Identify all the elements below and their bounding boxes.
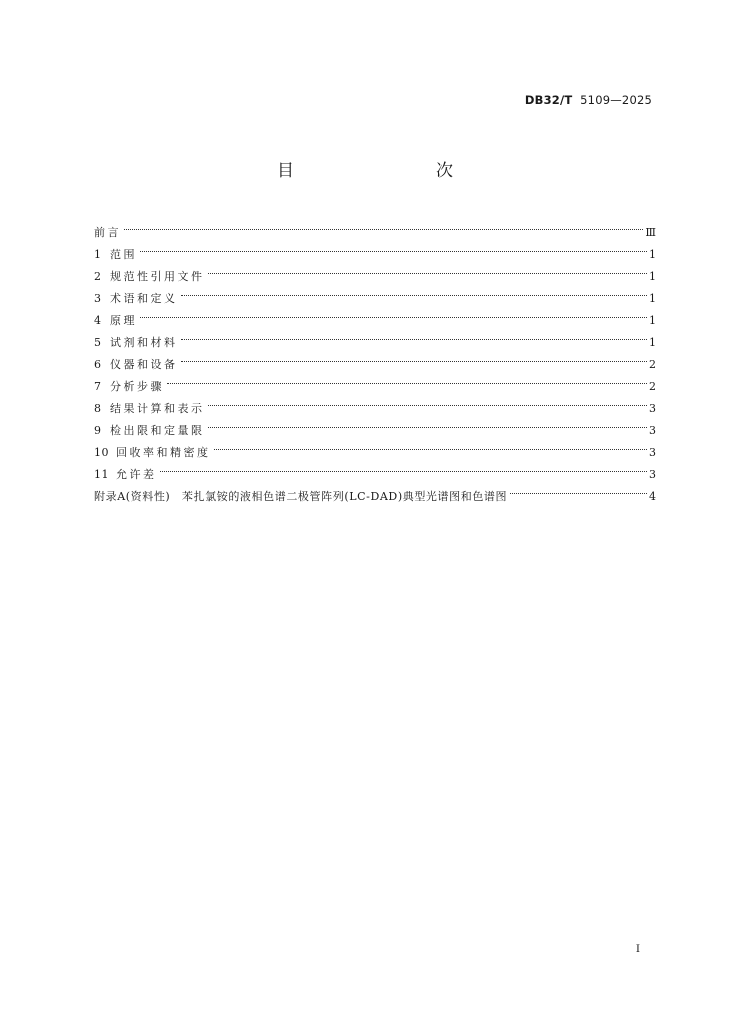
toc-entry-page: Ⅲ (645, 226, 656, 239)
toc-entry-number: 8 (94, 402, 102, 415)
toc-leader-dots (181, 324, 648, 346)
toc-entry-number: 5 (94, 336, 102, 349)
toc-entry-instruments[interactable] (94, 346, 656, 371)
toc-entry-principle[interactable] (94, 302, 656, 327)
document-code (525, 93, 652, 107)
toc-entry-number: 11 (94, 468, 109, 481)
toc-entry-label: 范围 (110, 248, 137, 261)
toc-entry-page: 1 (649, 314, 656, 327)
toc-entry-page: 3 (649, 424, 656, 437)
document-code-number: 5109—2025 (580, 93, 652, 107)
toc-leader-dots (140, 236, 647, 258)
toc-entry-page: 2 (649, 358, 656, 371)
toc-entry-label: 分析步骤 (110, 380, 164, 393)
toc-entry-label: 允许差 (116, 468, 157, 481)
toc-entry-page: 3 (649, 468, 656, 481)
toc-leader-dots (208, 258, 648, 280)
toc-entry-analysis-steps[interactable] (94, 368, 656, 393)
toc-entry-label: 术语和定义 (110, 292, 178, 305)
toc-entry-label: 原理 (110, 314, 137, 327)
toc-entry-calculation[interactable] (94, 390, 656, 415)
toc-entry-appendix-a[interactable] (94, 478, 656, 503)
toc-entry-number: 4 (94, 314, 102, 327)
toc-entry-label: 检出限和定量限 (110, 424, 205, 437)
toc-title: 目 次 (277, 161, 489, 181)
toc-leader-dots (181, 280, 648, 302)
toc-leader-dots (181, 346, 648, 368)
toc-entry-number: 3 (94, 292, 102, 305)
toc-entry-page: 3 (649, 402, 656, 415)
toc-leader-dots (160, 456, 648, 478)
document-code-prefix: DB32/T (524, 93, 573, 107)
toc-entry-page: 1 (649, 248, 656, 261)
toc-leader-dots (510, 478, 647, 500)
toc-leader-dots (208, 390, 648, 412)
toc-entry-number: 2 (94, 270, 102, 283)
toc-entry-foreword[interactable] (94, 214, 656, 239)
toc-entry-label: 前言 (94, 226, 121, 239)
toc-entry-page: 1 (649, 292, 656, 305)
page-number: I (635, 943, 640, 955)
toc-entry-reagents[interactable] (94, 324, 656, 349)
toc-entry-number: 1 (94, 248, 102, 261)
toc-leader-dots (208, 412, 648, 434)
toc-entry-label: 仪器和设备 (110, 358, 178, 371)
toc-entry-normative-references[interactable] (94, 258, 656, 283)
toc-leader-dots (214, 434, 648, 456)
toc-leader-dots (124, 214, 643, 236)
toc-entry-page: 4 (649, 490, 656, 503)
toc-entry-label: 附录A(资料性) 苯扎氯铵的液相色谱二极管阵列(LC-DAD)典型光谱图和色谱图 (94, 490, 508, 503)
toc-entry-page: 2 (649, 380, 656, 393)
toc-entry-label: 规范性引用文件 (110, 270, 205, 283)
toc-leader-dots (140, 302, 647, 324)
toc-entry-number: 7 (94, 380, 102, 393)
toc-entry-label: 回收率和精密度 (116, 446, 211, 459)
toc-entry-page: 3 (649, 446, 656, 459)
toc-entry-number: 10 (94, 446, 109, 459)
toc-leader-dots (167, 368, 647, 390)
toc-entry-number: 9 (94, 424, 102, 437)
table-of-contents (94, 214, 656, 503)
toc-entry-tolerance[interactable] (94, 456, 656, 481)
toc-entry-label: 试剂和材料 (110, 336, 178, 349)
toc-entry-number: 6 (94, 358, 102, 371)
toc-entry-scope[interactable] (94, 236, 656, 261)
toc-entry-page: 1 (649, 270, 656, 283)
toc-entry-page: 1 (649, 336, 656, 349)
toc-entry-label: 结果计算和表示 (110, 402, 205, 415)
